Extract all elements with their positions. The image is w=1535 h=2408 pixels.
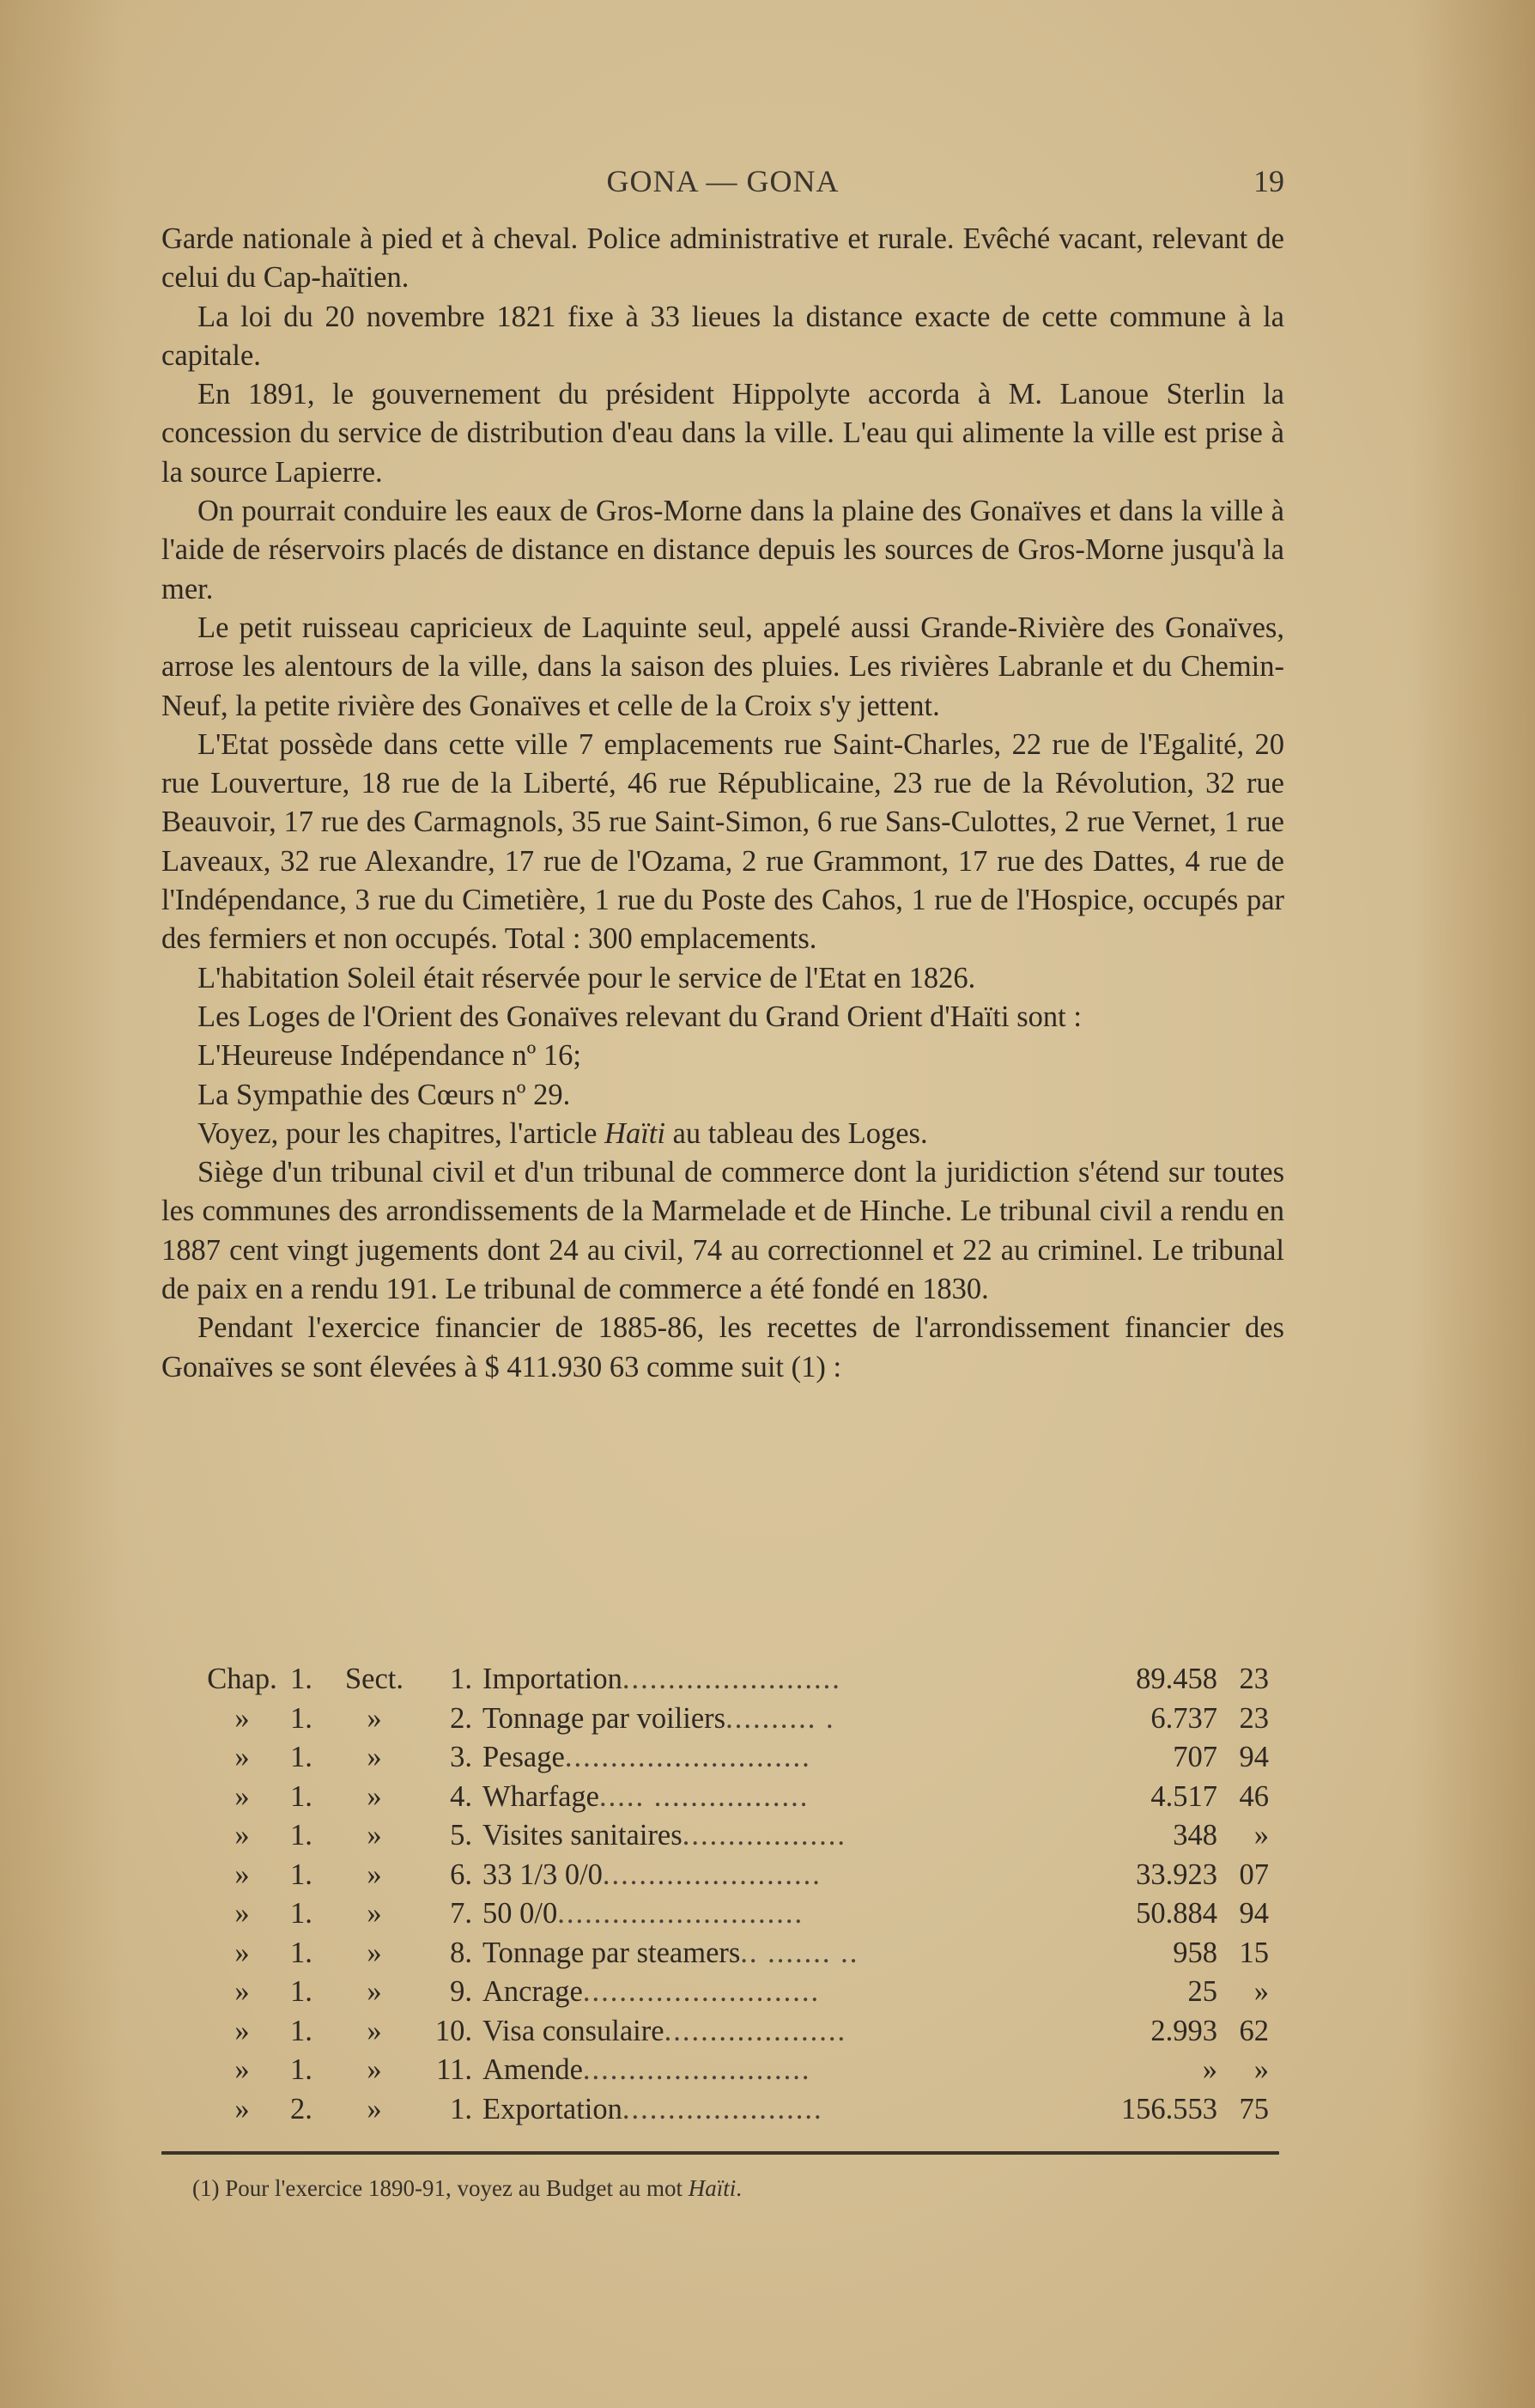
paragraph-habitation-soleil: L'habitation Soleil était réservée pour le service de l'Etat en 1826.	[197, 961, 976, 994]
amount-cell: 348	[1173, 1819, 1217, 1852]
table-row	[196, 1660, 1279, 1700]
chap-cell: »	[234, 1819, 250, 1852]
label-cell	[482, 1700, 1075, 1739]
book-page	[161, 0, 1284, 2408]
chap-cell: »	[234, 1701, 250, 1735]
sect-number-cell: 6.	[450, 1858, 472, 1891]
chap-number-cell: 1.	[290, 1936, 312, 1969]
sect-cell: »	[367, 1936, 382, 1969]
sect-number-cell: 9.	[450, 1975, 472, 2008]
table-row	[196, 1700, 1279, 1739]
label-cell	[482, 1973, 1075, 2012]
amount-cell: 707	[1173, 1741, 1217, 1773]
label-cell	[482, 1738, 1075, 1778]
label-cell	[482, 2090, 1075, 2130]
label-cell	[482, 2012, 1075, 2052]
chap-number-cell: 1.	[290, 1819, 312, 1852]
table-row	[196, 1778, 1279, 1817]
amount-cell: 6.737	[1150, 1701, 1217, 1735]
lodge-item-heureuse-independance: L'Heureuse Indépendance nº 16;	[197, 1039, 582, 1073]
loges-note-after: au tableau des Loges.	[664, 1116, 928, 1150]
sect-cell: »	[367, 1779, 382, 1813]
cents-cell: »	[1253, 1975, 1269, 2008]
sect-number-cell: 3.	[450, 1741, 472, 1773]
label-cell	[482, 1894, 1075, 1934]
chap-cell: »	[234, 1741, 250, 1773]
chap-cell: »	[234, 2053, 250, 2086]
running-head-title: GONA — GONA	[606, 164, 840, 198]
receipts-table	[196, 1660, 1279, 2129]
paragraph-distance-capitale: La loi du 20 novembre 1821 fixe à 33 lieues la distance exacte de cette commune à la capitale.	[161, 300, 1284, 372]
table-row	[196, 2012, 1279, 2052]
cents-cell: 94	[1239, 1741, 1269, 1773]
sect-number-cell: 2.	[450, 1701, 472, 1735]
footnote-after: .	[736, 2175, 742, 2201]
chap-cell: »	[234, 1779, 250, 1813]
paragraph-rivieres: Le petit ruisseau capricieux de Laquinte seul, appelé aussi Grande-Rivière des Gonaïves, arrose les alentours de la ville, dans la saison des pluies. Les rivières Labranle et du Chemin-Neuf, la petite rivière des Gonaïves et celle de la Croix s'y jettent.	[161, 611, 1284, 722]
chap-cell: Chap.	[207, 1663, 277, 1695]
chap-number-cell: 1.	[290, 2053, 312, 2086]
amount-cell: 958	[1173, 1936, 1217, 1969]
table-row	[196, 1816, 1279, 1856]
leader-dots: ..... .................	[598, 1779, 810, 1813]
label-text: Wharfage	[482, 1779, 599, 1813]
amount-cell: 89.458	[1136, 1663, 1217, 1695]
sect-cell: »	[367, 1701, 382, 1735]
label-cell	[482, 2051, 1075, 2090]
sect-cell: »	[367, 2092, 382, 2125]
sect-cell: Sect.	[344, 1663, 404, 1695]
loges-note-italic: Haïti	[604, 1116, 665, 1150]
label-text: Tonnage par steamers	[482, 1936, 741, 1969]
leader-dots: .......... .	[725, 1701, 835, 1735]
sect-cell: »	[367, 1858, 382, 1891]
paragraph-recettes: Pendant l'exercice financier de 1885-86, les recettes de l'arrondissement financier des Gonaïves se sont élevées à $ 411.930 63 comme suit (1) :	[161, 1311, 1284, 1383]
chap-cell: »	[234, 2092, 250, 2125]
leader-dots: ......................	[622, 2092, 823, 2125]
chap-cell: »	[234, 1897, 250, 1930]
sect-number-cell: 5.	[450, 1819, 472, 1852]
label-text: 33 1/3 0/0	[482, 1858, 603, 1891]
leader-dots: ........................	[602, 1858, 822, 1891]
chap-number-cell: 1.	[290, 1858, 312, 1891]
table-row	[196, 1894, 1279, 1934]
leader-dots: ..........................	[582, 1975, 821, 2008]
label-text: 50 0/0	[482, 1897, 558, 1930]
chap-number-cell: 2.	[290, 2092, 312, 2125]
footnote-italic: Haïti	[688, 2175, 737, 2201]
sect-number-cell: 11.	[436, 2053, 472, 2086]
chap-cell: »	[234, 2014, 250, 2047]
amount-cell: 25	[1187, 1975, 1217, 2008]
sect-number-cell: 1.	[450, 1663, 472, 1695]
label-text: Visites sanitaires	[482, 1819, 683, 1852]
chap-number-cell: 1.	[290, 2014, 312, 2047]
sect-number-cell: 1.	[450, 2092, 472, 2125]
leader-dots: ........................	[622, 1663, 841, 1695]
leader-dots: .........................	[582, 2053, 811, 2086]
leader-dots: .. ....... ..	[740, 1936, 859, 1969]
footnote-divider	[161, 2151, 1279, 2155]
label-text: Ancrage	[482, 1975, 583, 2008]
sect-cell: »	[367, 2014, 382, 2047]
cents-cell: 15	[1239, 1936, 1269, 1969]
label-text: Importation	[482, 1663, 622, 1695]
cents-cell: 75	[1239, 2092, 1269, 2125]
label-cell	[482, 1660, 1075, 1700]
footnote	[192, 2173, 742, 2204]
cents-cell: 94	[1239, 1897, 1269, 1930]
label-text: Tonnage par voiliers	[482, 1701, 726, 1735]
paragraph-concession-eau: En 1891, le gouvernement du président Hippolyte accorda à M. Lanoue Sterlin la concession du service de distribution d'eau dans la ville. L'eau qui alimente la ville est prise à la source Lapierre.	[161, 378, 1284, 489]
paragraph-gros-morne: On pourrait conduire les eaux de Gros-Morne dans la plaine des Gonaïves et dans la ville à l'aide de réservoirs placés de distance en distance depuis les sources de Gros-Morne jusqu'à la mer.	[161, 495, 1284, 605]
running-head	[161, 163, 1284, 206]
cents-cell: 07	[1239, 1858, 1269, 1891]
cents-cell: »	[1253, 1819, 1269, 1852]
label-text: Amende	[482, 2053, 583, 2086]
lodge-item-sympathie-coeurs: La Sympathie des Cœurs nº 29.	[197, 1078, 571, 1111]
leader-dots: ....................	[664, 2014, 847, 2047]
paragraph-tribunaux: Siège d'un tribunal civil et d'un tribunal de commerce dont la juridiction s'étend sur toutes les communes des arrondissements de la Marmelade et de Hinche. Le tribunal civil a rendu en 1887 cent vingt jugements dont 24 au civil, 74 au correctionnel et 22 au criminel. Le tribunal de paix en a rendu 191. Le tribunal de commerce a été fondé en 1830.	[161, 1156, 1284, 1306]
chap-number-cell: 1.	[290, 1663, 312, 1695]
label-cell	[482, 1934, 1075, 1973]
table-row	[196, 1856, 1279, 1895]
cents-cell: 62	[1239, 2014, 1269, 2047]
sect-number-cell: 4.	[450, 1779, 472, 1813]
amount-cell: 33.923	[1136, 1858, 1217, 1891]
amount-cell: 50.884	[1136, 1897, 1217, 1930]
chap-number-cell: 1.	[290, 1897, 312, 1930]
leader-dots: ...........................	[557, 1897, 804, 1930]
sect-number-cell: 8.	[450, 1936, 472, 1969]
paragraph-loges-intro: Les Loges de l'Orient des Gonaïves relevant du Grand Orient d'Haïti sont :	[197, 1000, 1082, 1033]
label-text: Pesage	[482, 1741, 565, 1773]
footnote-before: (1) Pour l'exercice 1890-91, voyez au Budget au mot	[192, 2175, 689, 2201]
chap-cell: »	[234, 1858, 250, 1891]
sect-cell: »	[367, 1975, 382, 2008]
paragraph-voyez-loges	[161, 1115, 1284, 1153]
table-row	[196, 1973, 1279, 2012]
paragraph-garde-nationale: Garde nationale à pied et à cheval. Police administrative et rurale. Evêché vacant, relevant de celui du Cap-haïtien.	[161, 222, 1284, 295]
label-text: Exportation	[482, 2092, 622, 2125]
cents-cell: 46	[1239, 1779, 1269, 1813]
chap-number-cell: 1.	[290, 1701, 312, 1735]
table-row	[196, 1738, 1279, 1778]
amount-cell: »	[1202, 2053, 1217, 2086]
chap-number-cell: 1.	[290, 1741, 312, 1773]
body-text	[161, 220, 1284, 1387]
amount-cell: 156.553	[1120, 2092, 1217, 2125]
amount-cell: 2.993	[1150, 2014, 1217, 2047]
sect-number-cell: 7.	[450, 1897, 472, 1930]
table-row	[196, 2051, 1279, 2090]
cents-cell: 23	[1239, 1701, 1269, 1735]
paragraph-emplacements: L'Etat possède dans cette ville 7 emplacements rue Saint-Charles, 22 rue de l'Egalité, 20 rue Louverture, 18 rue de la Liberté, 46 rue Républicaine, 23 rue de la Révolution, 32 rue Beauvoir, 17 rue des Carmagnols, 35 rue Saint-Simon, 6 rue Sans-Culottes, 2 rue Vernet, 1 rue Laveaux, 32 rue Alexandre, 17 rue de l'Ozama, 2 rue Grammont, 17 rue des Dattes, 4 rue de l'Indépendance, 3 rue du Cimetière, 1 rue du Poste des Cahos, 1 rue de l'Hospice, occupés par des fermiers et non occupés. Total : 300 emplacements.	[161, 727, 1284, 956]
label-cell	[482, 1778, 1075, 1817]
page-number: 19	[1253, 164, 1284, 198]
cents-cell: »	[1253, 2053, 1269, 2086]
leader-dots: ..................	[682, 1819, 846, 1852]
loges-note-before: Voyez, pour les chapitres, l'article	[197, 1116, 605, 1150]
label-cell	[482, 1816, 1075, 1856]
sect-cell: »	[367, 2053, 382, 2086]
sect-cell: »	[367, 1741, 382, 1773]
sect-cell: »	[367, 1819, 382, 1852]
table-row	[196, 1934, 1279, 1973]
label-cell	[482, 1856, 1075, 1895]
sect-number-cell: 10.	[434, 2014, 472, 2047]
chap-cell: »	[234, 1975, 250, 2008]
table-row	[196, 2090, 1279, 2130]
leader-dots: ...........................	[564, 1741, 811, 1773]
sect-cell: »	[367, 1897, 382, 1930]
chap-number-cell: 1.	[290, 1779, 312, 1813]
chap-number-cell: 1.	[290, 1975, 312, 2008]
cents-cell: 23	[1239, 1663, 1269, 1695]
chap-cell: »	[234, 1936, 250, 1969]
amount-cell: 4.517	[1150, 1779, 1217, 1813]
label-text: Visa consulaire	[482, 2014, 664, 2047]
